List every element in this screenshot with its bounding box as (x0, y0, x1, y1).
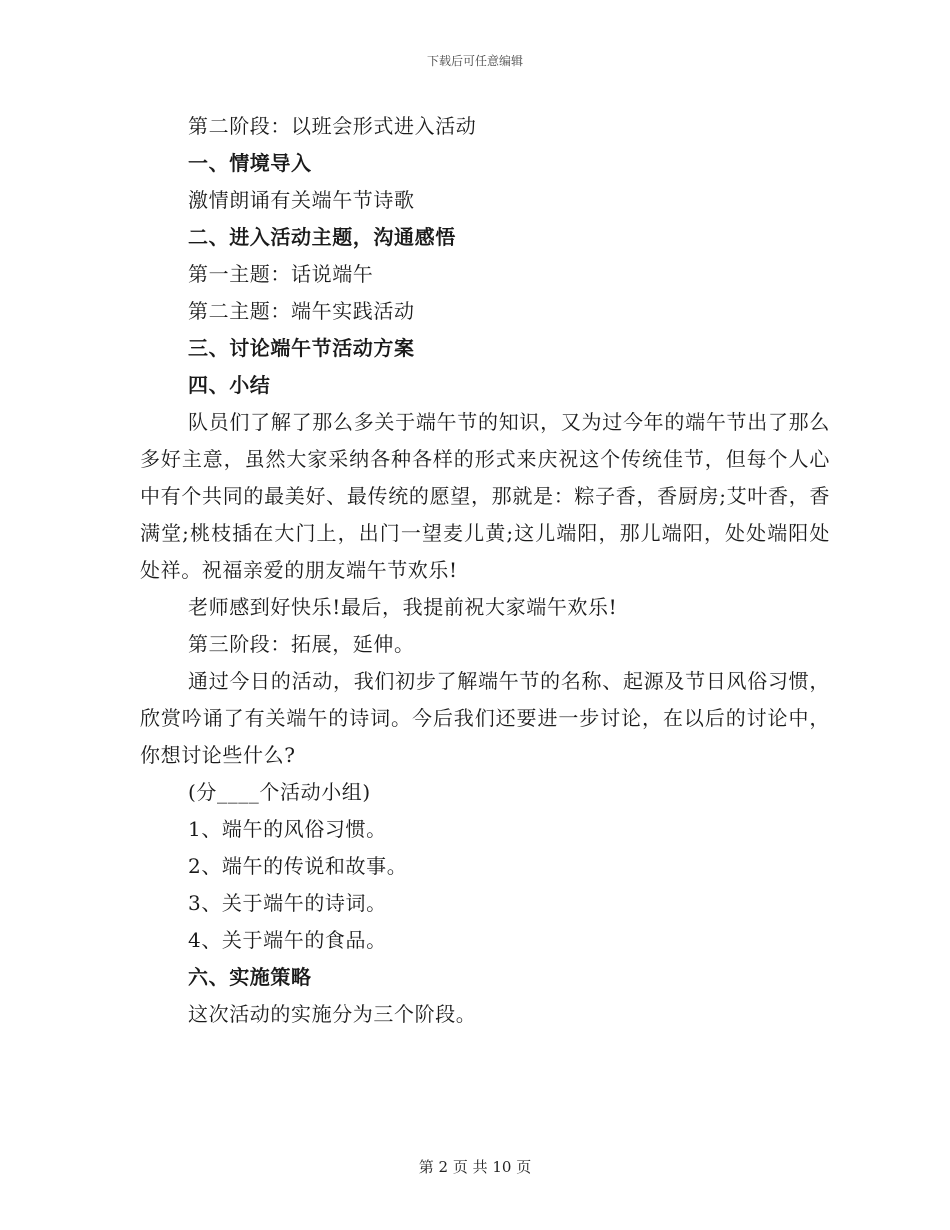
summary-paragraph: 队员们了解了那么多关于端午节的知识，又为过今年的端午节出了那么多好主意，虽然大家采纳各种各样的形式来庆祝这个传统佳节，但每个人心中有个共同的最美好、最传统的愿望，那就是：粽子香，香厨房;艾叶香，香满堂;桃枝插在大门上，出门一望麦儿黄;这儿端阳，那儿端阳，处处端阳处处祥。祝福亲爱的朋友端午节欢乐! (140, 410, 830, 582)
page-header: 下载后可任意编辑 (426, 54, 523, 68)
page-footer: 第 2 页 共 10 页 (418, 1158, 532, 1176)
text-line: 第二主题：端午实践活动 (188, 299, 415, 323)
section-heading: 四、小结 (188, 373, 271, 397)
text-line: 老师感到好快乐!最后，我提前祝大家端午欢乐! (188, 595, 618, 619)
extension-paragraph: 通过今日的活动，我们初步了解端午节的名称、起源及节日风俗习惯，欣赏吟诵了有关端午的诗词。今后我们还要进一步讨论，在以后的讨论中，你想讨论些什么? (140, 669, 830, 767)
text-line: 第一主题：话说端午 (188, 262, 374, 286)
list-item: 3、关于端午的诗词。 (188, 891, 387, 915)
section-heading: 六、实施策略 (188, 965, 312, 989)
list-item: 2、端午的传说和故事。 (188, 854, 408, 878)
section-heading: 三、讨论端午节活动方案 (188, 336, 415, 360)
list-item: 1、端午的风俗习惯。 (188, 817, 387, 841)
text-line: 第三阶段：拓展，延伸。 (188, 632, 415, 656)
document-body (140, 108, 830, 1033)
text-line: (分____个活动小组) (188, 780, 371, 804)
section-heading: 一、情境导入 (188, 151, 312, 175)
text-line: 这次活动的实施分为三个阶段。 (188, 1002, 477, 1026)
section-heading: 二、进入活动主题，沟通感悟 (188, 225, 456, 249)
text-line: 激情朗诵有关端午节诗歌 (188, 188, 415, 212)
list-item: 4、关于端午的食品。 (188, 928, 387, 952)
text-line: 第二阶段：以班会形式进入活动 (188, 114, 477, 138)
